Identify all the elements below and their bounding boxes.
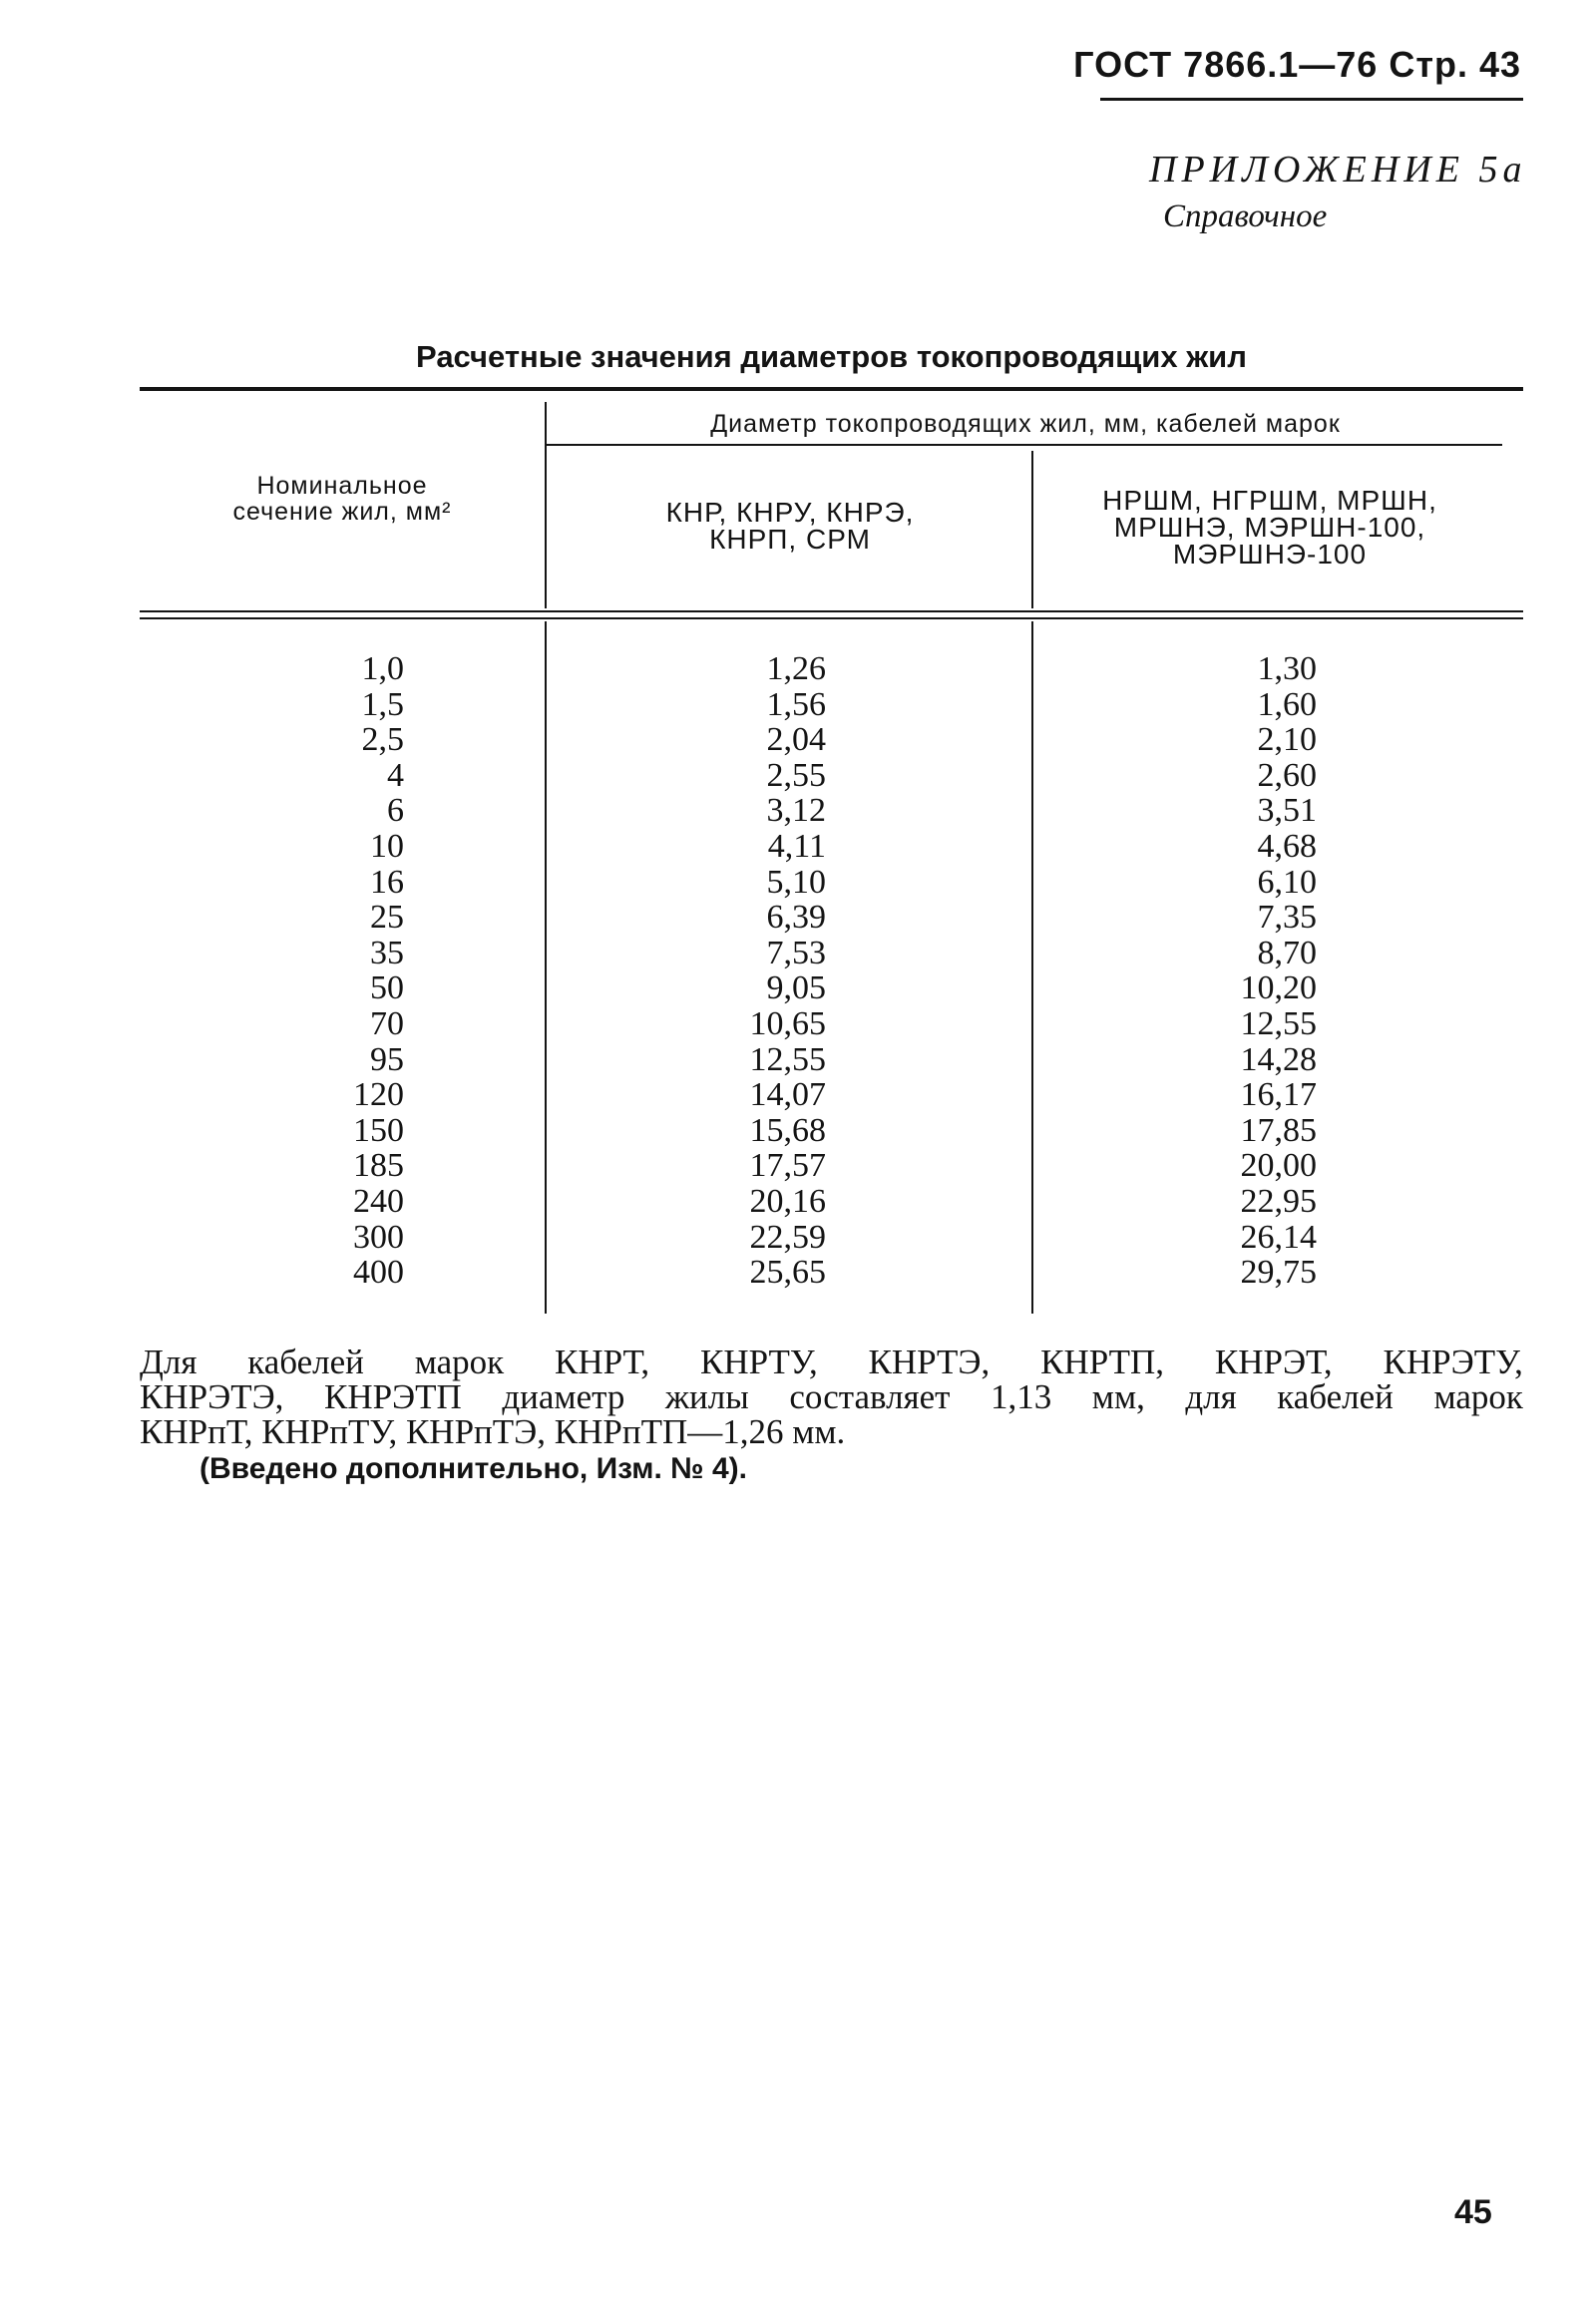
column-divider-2-body: [1031, 621, 1033, 1314]
table-top-rule: [140, 387, 1523, 391]
header-nrshm-line3: МЭРШНЭ-100: [1172, 539, 1368, 570]
table-cell-nrshm-diameter: 29,75: [1240, 1254, 1317, 1292]
table-cell-nrshm-diameter: 2,10: [1257, 721, 1317, 759]
table-header-rule-1: [140, 610, 1523, 612]
table-cell-knr-diameter: 22,59: [749, 1218, 826, 1256]
table-cell-section: 50: [370, 969, 404, 1007]
footnote-line-2: [140, 1379, 1523, 1414]
footnote-paragraph: [140, 1344, 1523, 1486]
table-cell-knr-diameter: 20,16: [749, 1182, 826, 1220]
table-cell-nrshm-diameter: 14,28: [1240, 1040, 1317, 1078]
table-cell-section: 25: [370, 899, 404, 937]
footnote-word: марок: [1433, 1377, 1523, 1416]
footnote-word: КНРТЭ,: [868, 1343, 991, 1381]
table-cell-nrshm-diameter: 2,60: [1257, 756, 1317, 794]
footnote-line-3: КНРпТ, КНРпТУ, КНРпТЭ, КНРпТП—1,26 мм.: [140, 1412, 846, 1451]
table-cell-knr-diameter: 6,39: [766, 899, 826, 937]
knr-diameter-column: [716, 651, 826, 1291]
table-cell-section: 400: [353, 1254, 404, 1292]
table-cell-section: 10: [370, 827, 404, 865]
header-nrshm-brands: [1033, 487, 1506, 568]
table-cell-knr-diameter: 10,65: [749, 1004, 826, 1042]
table-cell-section: 300: [353, 1218, 404, 1256]
table-cell-section: 150: [353, 1111, 404, 1149]
header-section-line2: сечение жил, мм²: [232, 498, 452, 526]
table-cell-section: 120: [353, 1076, 404, 1114]
footnote-word: КНРТП,: [1040, 1343, 1165, 1381]
table-cell-nrshm-diameter: 7,35: [1257, 899, 1317, 937]
appendix-subtitle: Справочное: [1163, 198, 1328, 234]
column-divider-1: [545, 402, 547, 608]
table-cell-section: 1,0: [361, 650, 404, 687]
appendix-label: ПРИЛОЖЕНИЕ 5а: [1149, 149, 1527, 191]
table-cell-knr-diameter: 15,68: [749, 1111, 826, 1149]
footnote-word: КНРТУ,: [699, 1343, 818, 1381]
table-cell-section: 1,5: [361, 685, 404, 723]
footnote-word: диаметр: [502, 1377, 625, 1416]
footnote-word: составляет: [789, 1377, 951, 1416]
footnote-word: марок: [414, 1343, 505, 1381]
footnote-word: КНРЭТУ,: [1383, 1343, 1523, 1381]
table-cell-section: 4: [387, 756, 404, 794]
table-cell-knr-diameter: 5,10: [766, 863, 826, 901]
table-cell-knr-diameter: 7,53: [766, 934, 826, 971]
table-cell-nrshm-diameter: 3,51: [1257, 792, 1317, 830]
table-cell-nrshm-diameter: 6,10: [1257, 863, 1317, 901]
footnote-word: КНРЭТП: [323, 1377, 462, 1416]
table-cell-section: 35: [370, 934, 404, 971]
table-cell-nrshm-diameter: 10,20: [1240, 969, 1317, 1007]
table-cell-knr-diameter: 1,56: [766, 685, 826, 723]
header-knr-brands: [549, 499, 1031, 553]
table-cell-knr-diameter: 4,11: [767, 827, 826, 865]
table-cell-nrshm-diameter: 8,70: [1257, 934, 1317, 971]
table-cell-knr-diameter: 3,12: [766, 792, 826, 830]
table-cell-nrshm-diameter: 4,68: [1257, 827, 1317, 865]
table-title: Расчетные значения диаметров токопроводящих жил: [416, 339, 1247, 374]
table-cell-section: 16: [370, 863, 404, 901]
footnote-word: жилы: [664, 1377, 749, 1416]
amendment-note: (Введено дополнительно, Изм. № 4).: [200, 1452, 747, 1485]
table-cell-nrshm-diameter: 1,30: [1257, 650, 1317, 687]
table-cell-section: 240: [353, 1182, 404, 1220]
footnote-word: мм,: [1091, 1377, 1145, 1416]
table-cell-knr-diameter: 14,07: [749, 1076, 826, 1114]
column-divider-1-body: [545, 621, 547, 1314]
table-cell-knr-diameter: 12,55: [749, 1040, 826, 1078]
table-cell-nrshm-diameter: 17,85: [1240, 1111, 1317, 1149]
footnote-word: кабелей: [247, 1343, 364, 1381]
table-cell-nrshm-diameter: 22,95: [1240, 1182, 1317, 1220]
footnote-word: для: [1185, 1377, 1237, 1416]
group-header-rule: [547, 444, 1502, 446]
header-knr-line2: КНРП, СРМ: [709, 524, 871, 555]
table-header-rule-2: [140, 617, 1523, 619]
table-cell-nrshm-diameter: 1,60: [1257, 685, 1317, 723]
footnote-word: 1,13: [991, 1377, 1052, 1416]
header-diameter-group: Диаметр токопроводящих жил, мм, кабелей марок: [710, 410, 1341, 438]
table-cell-nrshm-diameter: 16,17: [1240, 1076, 1317, 1114]
footnote-word: Для: [140, 1343, 198, 1381]
table-cell-section: 70: [370, 1004, 404, 1042]
footnote-word: КНРЭТЭ,: [140, 1377, 284, 1416]
footnote-word: КНРТ,: [555, 1343, 650, 1381]
page-number: 45: [1454, 2193, 1492, 2231]
header-nrshm-line1: НРШМ, НГРШМ, МРШН,: [1102, 485, 1437, 516]
nrshm-diameter-column: [1192, 651, 1317, 1291]
header-nrshm-line2: МРШНЭ, МЭРШН-100,: [1113, 512, 1426, 543]
footnote-word: КНРЭТ,: [1214, 1343, 1333, 1381]
section-column: [299, 651, 404, 1291]
document-header: ГОСТ 7866.1—76 Стр. 43: [1073, 44, 1521, 85]
table-cell-nrshm-diameter: 26,14: [1240, 1218, 1317, 1256]
table-cell-section: 185: [353, 1147, 404, 1185]
table-cell-knr-diameter: 9,05: [766, 969, 826, 1007]
header-rule: [1100, 98, 1523, 101]
table-cell-knr-diameter: 2,04: [766, 721, 826, 759]
table-cell-section: 2,5: [361, 721, 404, 759]
table-cell-section: 95: [370, 1040, 404, 1078]
footnote-word: кабелей: [1277, 1377, 1394, 1416]
header-section-line1: Номинальное: [256, 472, 428, 500]
header-section: [150, 473, 535, 525]
header-knr-line1: КНР, КНРУ, КНРЭ,: [665, 497, 915, 528]
table-cell-knr-diameter: 25,65: [749, 1254, 826, 1292]
footnote-line-1: [140, 1344, 1523, 1379]
table-cell-knr-diameter: 17,57: [749, 1147, 826, 1185]
table-cell-nrshm-diameter: 12,55: [1240, 1004, 1317, 1042]
table-cell-knr-diameter: 1,26: [766, 650, 826, 687]
table-cell-nrshm-diameter: 20,00: [1240, 1147, 1317, 1185]
table-cell-knr-diameter: 2,55: [766, 756, 826, 794]
table-cell-section: 6: [387, 792, 404, 830]
